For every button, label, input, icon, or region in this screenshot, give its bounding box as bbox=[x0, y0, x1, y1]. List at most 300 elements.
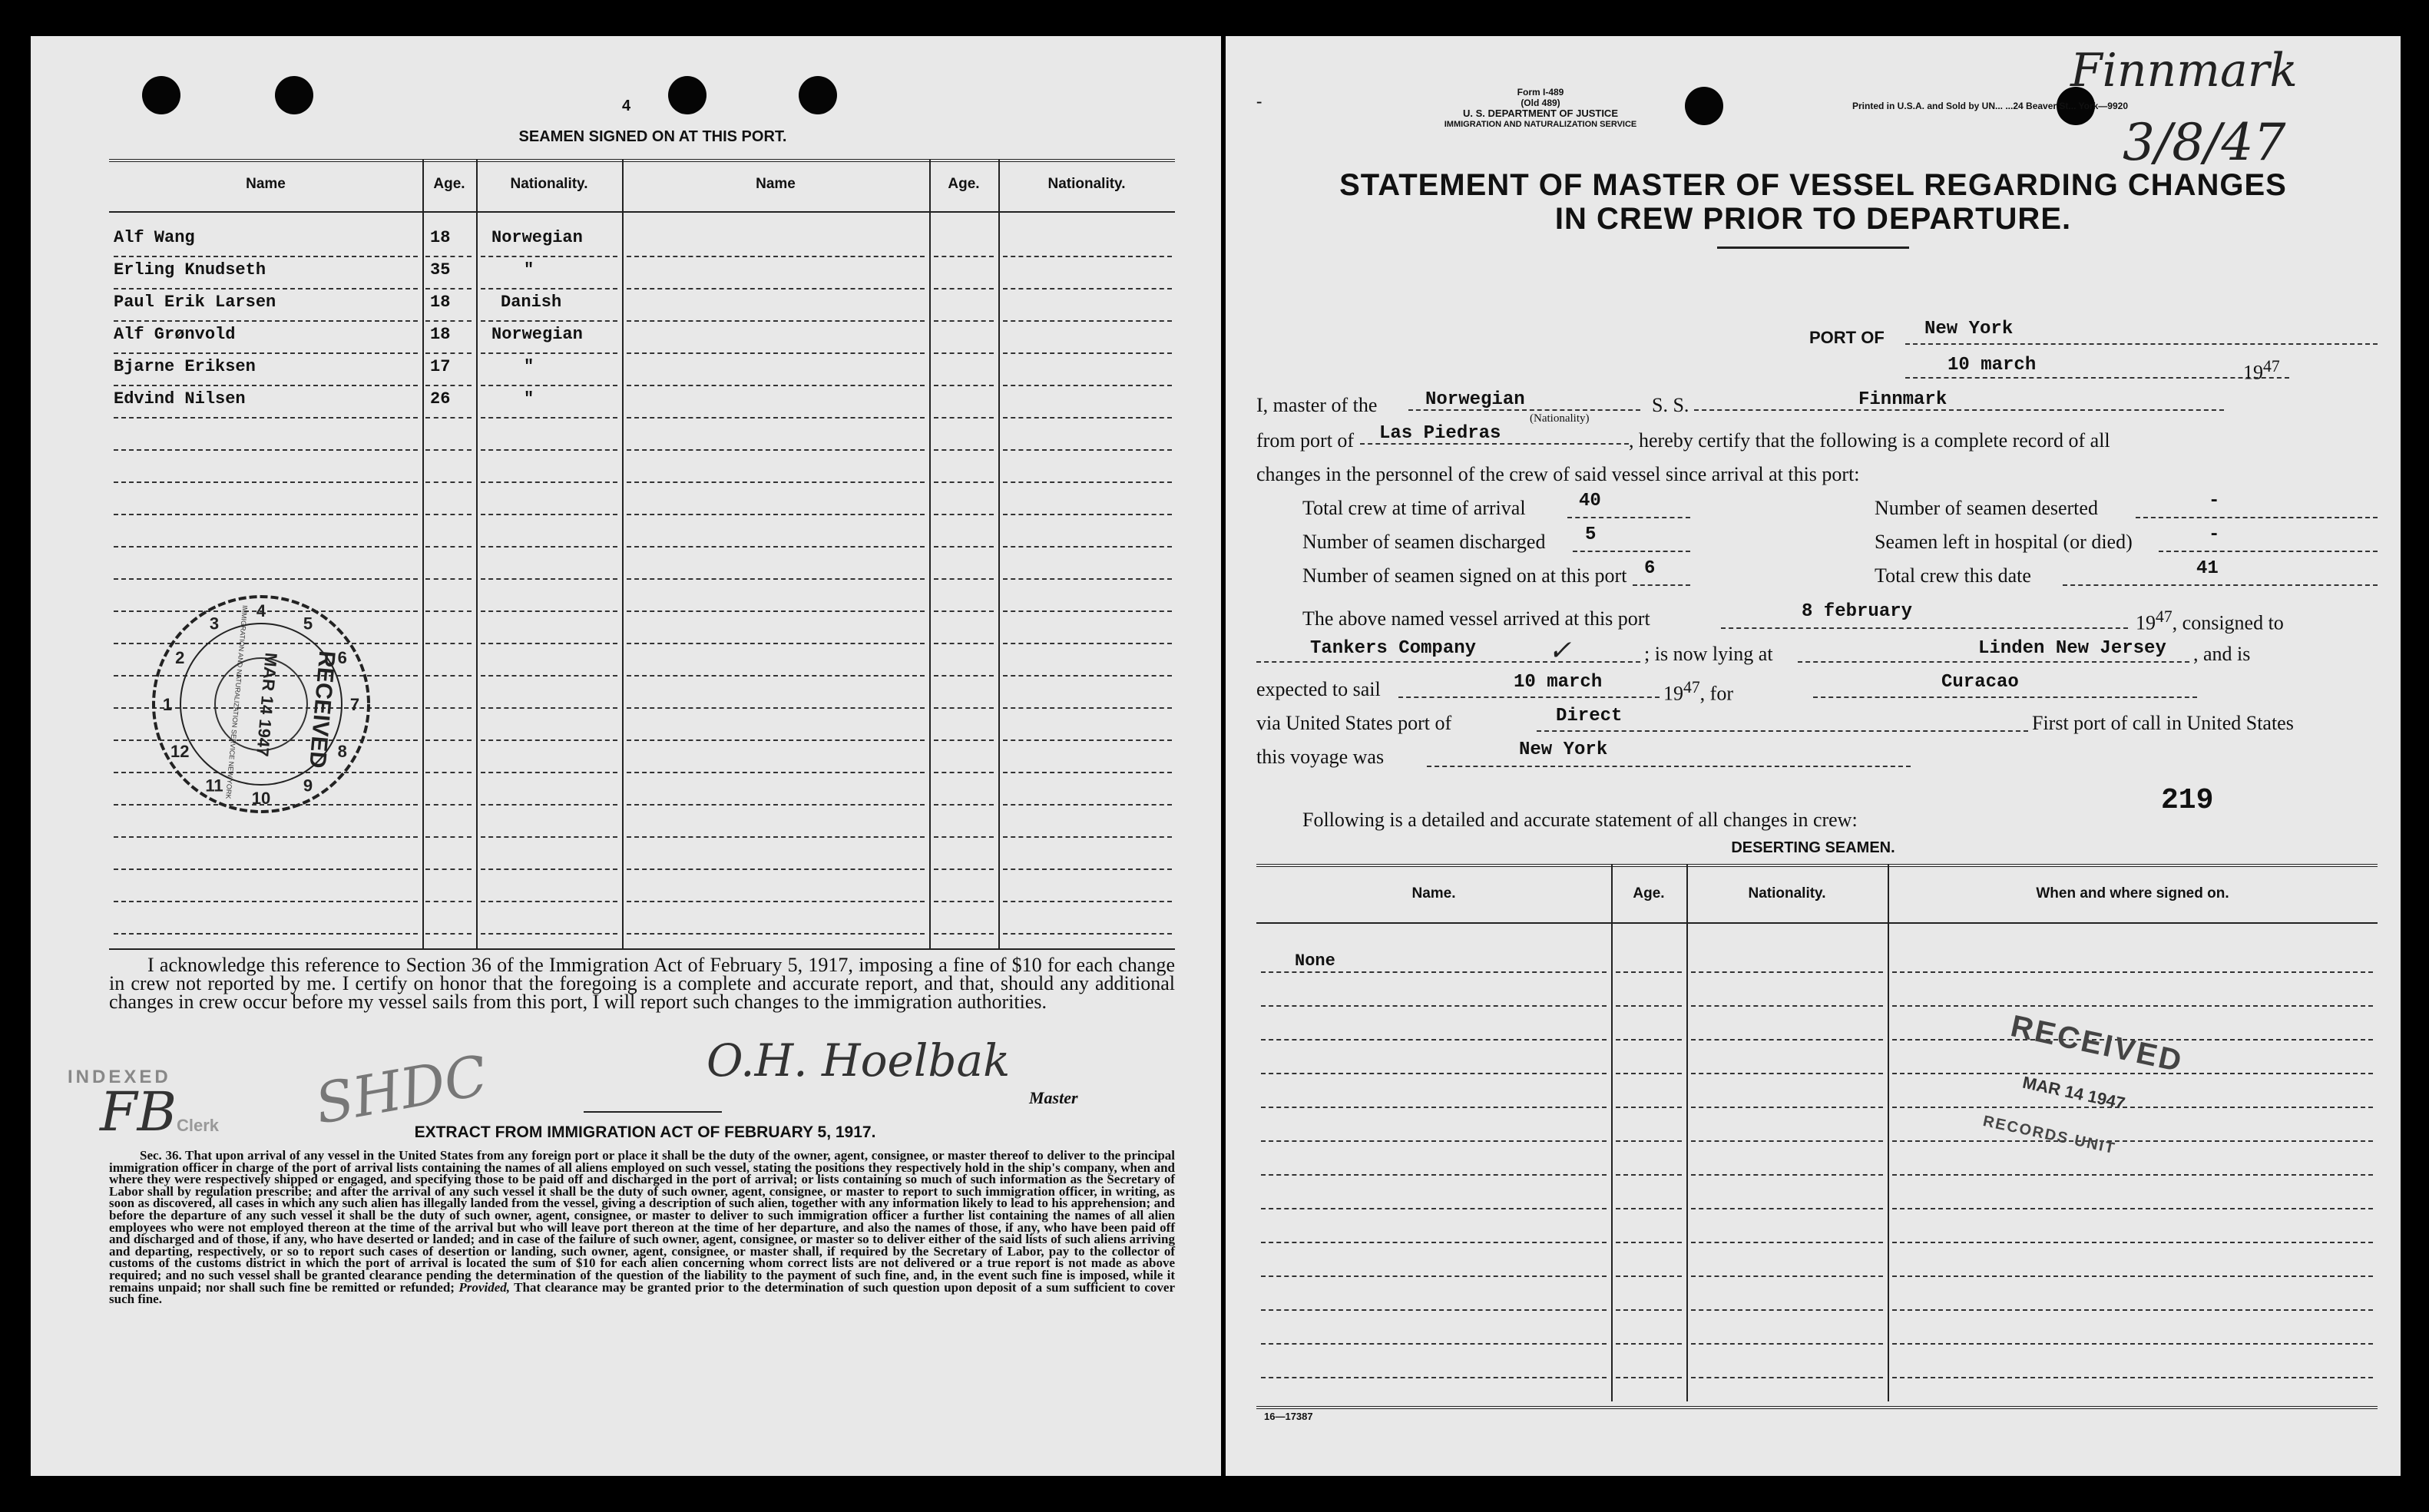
ruling-line bbox=[1261, 1005, 1607, 1007]
ruling-line bbox=[1691, 1309, 1883, 1311]
ruling-line bbox=[934, 352, 994, 354]
ruling-line bbox=[627, 546, 925, 548]
ruling-line bbox=[425, 514, 472, 515]
ruling-line bbox=[934, 804, 994, 806]
crew-age: 18 bbox=[430, 228, 451, 247]
crew-age: 26 bbox=[430, 389, 451, 409]
ruling-line bbox=[481, 449, 617, 451]
ruling-line bbox=[1892, 1343, 2373, 1345]
crew-nationality: " bbox=[524, 389, 534, 409]
stamp-number: 5 bbox=[303, 614, 313, 634]
ruling-line bbox=[481, 481, 617, 483]
master-signature: O.H. Hoelbak bbox=[707, 1034, 1011, 1087]
ruling-line bbox=[1261, 1174, 1607, 1176]
expected-label: expected to sail bbox=[1256, 678, 1381, 700]
ruling-line bbox=[934, 256, 994, 257]
ruling-line bbox=[627, 868, 925, 870]
ruling-line bbox=[934, 578, 994, 580]
ruling-line bbox=[1892, 1377, 2373, 1378]
ruling-line bbox=[425, 610, 472, 612]
ruling-line bbox=[1003, 514, 1172, 515]
voyage-value: New York bbox=[1519, 739, 1608, 760]
ship-name: Finnmark bbox=[1858, 389, 1948, 410]
right-page bbox=[1226, 36, 2401, 1476]
service: IMMIGRATION AND NATURALIZATION SERVICE bbox=[1444, 120, 1637, 129]
ruling-line bbox=[1892, 1005, 2373, 1007]
ruling-line bbox=[1691, 971, 1883, 973]
stamp-number: 12 bbox=[170, 742, 190, 761]
ruling-line bbox=[1616, 1039, 1682, 1041]
col-header-age: Age. bbox=[433, 176, 465, 192]
crew-name: Alf Wang bbox=[114, 228, 195, 247]
ruling-line bbox=[1691, 1039, 1883, 1041]
ruling-line bbox=[1616, 1073, 1682, 1074]
ruling-line bbox=[1003, 675, 1172, 677]
ruling-line bbox=[1691, 1377, 1883, 1378]
form-number: 16—17387 bbox=[1264, 1411, 1313, 1422]
ruling-line bbox=[481, 546, 617, 548]
ruling-line bbox=[627, 675, 925, 677]
ruling-line bbox=[425, 933, 472, 935]
ruling-line bbox=[1003, 417, 1172, 419]
indexed-stamp: INDEXED bbox=[68, 1067, 171, 1087]
ruling-line bbox=[1616, 1140, 1682, 1142]
ruling-line bbox=[425, 385, 472, 386]
ruling-line bbox=[1691, 1208, 1883, 1209]
ruling-line bbox=[481, 804, 617, 806]
ruling-line bbox=[1261, 1208, 1607, 1209]
ruling-line bbox=[481, 933, 617, 935]
ruling-line bbox=[934, 868, 994, 870]
col-header-when-where: When and where signed on. bbox=[2036, 885, 2229, 902]
ruling-line bbox=[1261, 1140, 1607, 1142]
ruling-line bbox=[1003, 256, 1172, 257]
stamp-number: 3 bbox=[209, 614, 220, 634]
lying-value: Linden New Jersey bbox=[1978, 638, 2166, 659]
ruling-line bbox=[934, 739, 994, 741]
ruling-line bbox=[1261, 1039, 1607, 1041]
ruling-line bbox=[1892, 971, 2373, 973]
ruling-line bbox=[1003, 610, 1172, 612]
form-old: (Old 489) bbox=[1521, 98, 1560, 108]
ruling-line bbox=[627, 836, 925, 838]
crew-nationality: Danish bbox=[501, 293, 562, 312]
ruling-line bbox=[627, 352, 925, 354]
ruling-line bbox=[1003, 578, 1172, 580]
ruling-line bbox=[114, 385, 418, 386]
ruling-line bbox=[1616, 1309, 1682, 1311]
ruling-line bbox=[114, 578, 418, 580]
crew-age: 18 bbox=[430, 325, 451, 344]
handwritten-initials-fb: FB bbox=[100, 1080, 177, 1143]
ruling-line bbox=[1003, 933, 1172, 935]
col-header-name-2: Name bbox=[756, 176, 796, 192]
ruling-line bbox=[1261, 1275, 1607, 1277]
nationality-value: Norwegian bbox=[1425, 389, 1525, 410]
ruling-line bbox=[1003, 481, 1172, 483]
ruling-line bbox=[627, 772, 925, 773]
ruling-line bbox=[481, 739, 617, 741]
ruling-line bbox=[934, 707, 994, 709]
col-header-nationality-2: Nationality. bbox=[1047, 176, 1126, 192]
ruling-line bbox=[1261, 1343, 1607, 1345]
section-title: SEAMEN SIGNED ON AT THIS PORT. bbox=[518, 128, 787, 145]
ruling-line bbox=[425, 546, 472, 548]
stat-signed-on-label: Number of seamen signed on at this port bbox=[1302, 564, 1627, 587]
ruling-line bbox=[1616, 1343, 1682, 1345]
ruling-line bbox=[425, 352, 472, 354]
stat-deserted-label: Number of seamen deserted bbox=[1875, 497, 2098, 519]
ruling-line bbox=[481, 901, 617, 902]
port-label: PORT OF bbox=[1809, 328, 1885, 347]
clerk-stamp: Clerk bbox=[177, 1116, 220, 1135]
ruling-line bbox=[1003, 707, 1172, 709]
ruling-line bbox=[481, 578, 617, 580]
ruling-line bbox=[1003, 739, 1172, 741]
stat-signed-on-value: 6 bbox=[1644, 558, 1656, 579]
stamp-number: 10 bbox=[251, 789, 271, 808]
ruling-line bbox=[1261, 1377, 1607, 1378]
stat-total-now-label: Total crew this date bbox=[1875, 564, 2031, 587]
extract-title: EXTRACT FROM IMMIGRATION ACT OF FEBRUARY 5, 1917. bbox=[414, 1123, 876, 1141]
ruling-line bbox=[627, 901, 925, 902]
ruling-line bbox=[481, 707, 617, 709]
printer-line: Printed in U.S.A. and Sold by UN... ...24 Beaver St... York—9920 bbox=[1852, 101, 2128, 111]
deserting-row-none: None bbox=[1295, 951, 1335, 971]
port-value: New York bbox=[1924, 319, 2014, 339]
title-line-1: STATEMENT OF MASTER OF VESSEL REGARDING CHANGES bbox=[1339, 168, 2287, 202]
voyage-label: this voyage was bbox=[1256, 746, 1385, 768]
received-stamp-date: MAR 14 1947 bbox=[2020, 1072, 2127, 1113]
ruling-line bbox=[114, 320, 418, 322]
ruling-line bbox=[425, 643, 472, 644]
ruling-line bbox=[114, 933, 418, 935]
ruling-line bbox=[1261, 1242, 1607, 1243]
stat-total-arrival-value: 40 bbox=[1579, 491, 1601, 511]
ruling-line bbox=[1616, 1275, 1682, 1277]
ruling-line bbox=[481, 385, 617, 386]
ruling-line bbox=[114, 288, 418, 289]
ruling-line bbox=[627, 320, 925, 322]
master-label: Master bbox=[1029, 1088, 1078, 1107]
ruling-line bbox=[1003, 804, 1172, 806]
ruling-line bbox=[1003, 772, 1172, 773]
ruling-line bbox=[627, 578, 925, 580]
annotation-vessel: Finnmark bbox=[2070, 44, 2298, 98]
ruling-line bbox=[425, 417, 472, 419]
stamp-number: 11 bbox=[205, 776, 223, 796]
ruling-line bbox=[934, 385, 994, 386]
ruling-line bbox=[425, 675, 472, 677]
stat-total-now-value: 41 bbox=[2196, 558, 2219, 579]
stamp-number: 9 bbox=[303, 776, 313, 796]
ruling-line bbox=[1616, 1005, 1682, 1007]
ruling-line bbox=[1691, 1174, 1883, 1176]
ruling-line bbox=[425, 739, 472, 741]
stamp-number: 4 bbox=[256, 601, 266, 620]
ruling-line bbox=[425, 449, 472, 451]
col-header-name: Name. bbox=[1411, 885, 1456, 902]
ruling-line bbox=[1616, 971, 1682, 973]
ruling-line bbox=[1691, 1343, 1883, 1345]
punch-hole bbox=[799, 76, 837, 114]
stat-total-arrival-label: Total crew at time of arrival bbox=[1302, 497, 1526, 519]
ruling-line bbox=[1616, 1208, 1682, 1209]
section-label: Sec. 36. bbox=[140, 1148, 182, 1163]
punch-hole bbox=[275, 76, 313, 114]
ruling-line bbox=[627, 288, 925, 289]
page-number: 4 bbox=[622, 98, 631, 114]
punch-hole bbox=[668, 76, 707, 114]
ruling-line bbox=[1003, 320, 1172, 322]
ruling-line bbox=[934, 481, 994, 483]
ruling-line bbox=[481, 417, 617, 419]
acknowledgement-text: I acknowledge this reference to Section 36 of the Immigration Act of February 5, 1917, imposing a fine of $10 for each change in crew not reported by me. I certify on honor that the foregoing is a complete and accurate report, and that, should any additional changes in crew occur before my vessel sails from this port, I will report such changes to the immigration authorities. bbox=[109, 954, 1175, 1013]
col-header-nationality: Nationality. bbox=[510, 176, 588, 192]
ruling-line bbox=[627, 481, 925, 483]
for-value: Curacao bbox=[1941, 672, 2019, 693]
ruling-line bbox=[114, 901, 418, 902]
following-text: Following is a detailed and accurate statement of all changes in crew: bbox=[1302, 809, 1858, 831]
ruling-line bbox=[1003, 449, 1172, 451]
stat-discharged-label: Number of seamen discharged bbox=[1302, 531, 1546, 553]
ruling-line bbox=[1261, 1309, 1607, 1311]
ruling-line bbox=[425, 804, 472, 806]
ruling-line bbox=[1261, 971, 1607, 973]
ruling-line bbox=[1616, 1242, 1682, 1243]
from-port-value: Las Piedras bbox=[1379, 423, 1501, 444]
ruling-line bbox=[934, 417, 994, 419]
ruling-line bbox=[934, 675, 994, 677]
ruling-line bbox=[114, 481, 418, 483]
ruling-line bbox=[934, 320, 994, 322]
arrived-value: 8 february bbox=[1802, 601, 1913, 622]
stamp-number: 6 bbox=[337, 648, 347, 667]
ruling-line bbox=[1892, 1275, 2373, 1277]
ruling-line bbox=[1003, 288, 1172, 289]
ruling-line bbox=[114, 514, 418, 515]
ruling-line bbox=[934, 546, 994, 548]
ruling-line bbox=[1261, 1107, 1607, 1108]
stamp-word: RECEIVED bbox=[304, 650, 340, 769]
ruling-line bbox=[481, 675, 617, 677]
round-received-stamp bbox=[146, 589, 376, 819]
serial-number: 219 bbox=[2161, 784, 2214, 817]
ruling-line bbox=[481, 320, 617, 322]
ruling-line bbox=[425, 707, 472, 709]
ruling-line bbox=[114, 417, 418, 419]
ruling-line bbox=[934, 643, 994, 644]
stamp-office: IMMIGRATION AND NATURALIZATION SERVICE NEW YORK bbox=[224, 604, 250, 799]
ruling-line bbox=[1691, 1242, 1883, 1243]
ruling-line bbox=[1003, 643, 1172, 644]
ruling-line bbox=[627, 643, 925, 644]
ruling-line bbox=[934, 933, 994, 935]
arrived-year: $19^{47}$, consigned to bbox=[2136, 607, 2284, 634]
ruling-line bbox=[934, 901, 994, 902]
ruling-line bbox=[425, 836, 472, 838]
crew-name: Erling Knudseth bbox=[114, 260, 266, 280]
ruling-line bbox=[1003, 546, 1172, 548]
stat-hospital-value: - bbox=[2209, 524, 2220, 545]
ruling-line bbox=[481, 256, 617, 257]
lying-label: ; is now lying at bbox=[1644, 643, 1773, 665]
certify-text: , hereby certify that the following is a complete record of all bbox=[1629, 429, 2110, 452]
ruling-line bbox=[1616, 1107, 1682, 1108]
ruling-line bbox=[627, 385, 925, 386]
and-is-label: , and is bbox=[2193, 643, 2251, 665]
ruling-line bbox=[114, 352, 418, 354]
ruling-line bbox=[627, 933, 925, 935]
ruling-line bbox=[1691, 1005, 1883, 1007]
ruling-line bbox=[425, 772, 472, 773]
ruling-line bbox=[114, 256, 418, 257]
expected-year: $19^{47}$, for bbox=[1663, 678, 1733, 705]
date-year: $19^{47}$ bbox=[2243, 357, 2280, 384]
ruling-line bbox=[1003, 352, 1172, 354]
from-port-label: from port of bbox=[1256, 429, 1355, 452]
col-header-age: Age. bbox=[1633, 885, 1665, 902]
form-id: Form I-489 bbox=[1517, 87, 1564, 98]
ruling-line bbox=[114, 868, 418, 870]
section-proviso: Provided, bbox=[458, 1279, 510, 1295]
received-stamp-unit: RECORDS UNIT bbox=[1981, 1113, 2118, 1158]
ruling-line bbox=[934, 836, 994, 838]
stat-discharged-value: 5 bbox=[1585, 524, 1597, 545]
ruling-line bbox=[1003, 901, 1172, 902]
ruling-line bbox=[425, 868, 472, 870]
consignee-value: Tankers Company bbox=[1310, 638, 1477, 659]
ruling-line bbox=[481, 643, 617, 644]
ruling-line bbox=[481, 514, 617, 515]
via-value: Direct bbox=[1556, 706, 1623, 726]
department: U. S. DEPARTMENT OF JUSTICE bbox=[1463, 108, 1618, 119]
ruling-line bbox=[425, 578, 472, 580]
section-tail: That clearance may be granted prior to the determination of such question upon deposit of a sum sufficient to cover such fine. bbox=[109, 1279, 1175, 1307]
signed-on-table bbox=[109, 159, 1175, 950]
ruling-line bbox=[481, 868, 617, 870]
stamp-number: 1 bbox=[162, 695, 173, 714]
via-label: via United States port of bbox=[1256, 712, 1452, 734]
ruling-line bbox=[1261, 1073, 1607, 1074]
received-stamp-word: RECEIVED bbox=[2007, 1009, 2187, 1079]
checkmark: ✓ bbox=[1548, 635, 1572, 667]
crew-age: 17 bbox=[430, 357, 451, 376]
ruling-line bbox=[934, 514, 994, 515]
ruling-line bbox=[425, 288, 472, 289]
ruling-line bbox=[627, 707, 925, 709]
crew-age: 35 bbox=[430, 260, 451, 280]
ruling-line bbox=[627, 256, 925, 257]
date-value: 10 march bbox=[1948, 355, 2037, 376]
crew-name: Bjarne Eriksen bbox=[114, 357, 256, 376]
ruling-line bbox=[481, 352, 617, 354]
first-port-label: First port of call in United States bbox=[2032, 712, 2294, 734]
form-title bbox=[1256, 168, 2370, 236]
ruling-line bbox=[114, 836, 418, 838]
stamp-number: 8 bbox=[337, 742, 347, 761]
ruling-line bbox=[1691, 1107, 1883, 1108]
punch-hole bbox=[142, 76, 180, 114]
crew-name: Alf Grønvold bbox=[114, 325, 236, 344]
col-header-age-2: Age. bbox=[948, 176, 980, 192]
ruling-line bbox=[481, 610, 617, 612]
annotation-date: 3/8/47 bbox=[2123, 113, 2286, 172]
crew-nationality: " bbox=[524, 357, 534, 376]
stamp-number: 7 bbox=[349, 695, 360, 714]
ruling-line bbox=[627, 449, 925, 451]
ruling-line bbox=[1003, 385, 1172, 386]
section-36-text bbox=[109, 1150, 1175, 1305]
stamp-number: 2 bbox=[175, 648, 185, 667]
table-ruling bbox=[109, 223, 1175, 945]
ruling-line bbox=[1892, 1309, 2373, 1311]
ruling-line bbox=[627, 417, 925, 419]
section-body: That upon arrival of any vessel in the United States from any foreign port or place it shall be the duty of the owner, agent, consignee, or master thereof to deliver to the principal immigration officer in charge of the port of arrival lists containing the names of all aliens employed on such vessel, stating the positions they respectively hold in the ship's company, when and where they were respectively shipped or engaged, and specifying those to be paid off and discharged in the port of arrival; or lists containing so much of such information as the Secretary of Labor shall by regulation prescribe; and after the arrival of any such vessel it shall be the duty of such owner, agent, consignee, or master to report to such immigration officer, in writing, as soon as discovered, all cases in which any such alien has illegally landed from the vessel, giving a description of such alien, together with any information likely to lead to his apprehension; and before the departure of any such vessel it shall be the duty of such owner, agent, consignee, or master to deliver to such immigration officer a further list containing the names of all alien employees who were not employed thereon at the time of the arrival but who will leave port thereon at the time of her departure, and also the names of those, if any, who have been paid off and discharged and of those, if any, who have deserted or landed; and in case of the failure of such owner, agent, consignee, or master so to deliver either of the said lists of such aliens arriving and departing, respectively, or so to report such cases of desertion or landing, such owner, agent, consignee, or master shall, if required by the Secretary of Labor, pay to the collector of customs of the customs district in which the port of arrival is located the sum of $10 for each alien concerning whom correct lists are not delivered or a true report is not made as above required; and no such vessel shall be granted clearance pending the determination of the question of the liability to the payment of such fine, and, in the event such fine is imposed, while it remains unpaid; nor shall such fine be remitted or refunded; bbox=[109, 1148, 1175, 1295]
crew-nationality: " bbox=[524, 260, 534, 280]
crew-nationality: Norwegian bbox=[491, 325, 583, 344]
ruling-line bbox=[1003, 836, 1172, 838]
ruling-line bbox=[425, 256, 472, 257]
ruling-line bbox=[1003, 868, 1172, 870]
stat-hospital-label: Seamen left in hospital (or died) bbox=[1875, 531, 2133, 553]
handwritten-initials: SHDC bbox=[310, 1043, 492, 1136]
ruling-line bbox=[934, 610, 994, 612]
certify-text-2: changes in the personnel of the crew of said vessel since arrival at this port: bbox=[1256, 463, 1860, 485]
deserting-title: DESERTING SEAMEN. bbox=[1731, 839, 1895, 856]
ruling-line bbox=[114, 546, 418, 548]
col-header-nationality: Nationality. bbox=[1748, 885, 1826, 902]
corner-mark: - bbox=[1256, 91, 1262, 111]
ruling-line bbox=[934, 772, 994, 773]
expected-value: 10 march bbox=[1514, 672, 1603, 693]
ss-label: S. S. bbox=[1652, 394, 1689, 416]
master-of-label: I, master of the bbox=[1256, 394, 1378, 416]
ruling-line bbox=[1691, 1073, 1883, 1074]
col-header-name: Name bbox=[246, 176, 286, 192]
ruling-line bbox=[425, 481, 472, 483]
ruling-line bbox=[481, 836, 617, 838]
ruling-line bbox=[481, 288, 617, 289]
ruling-line bbox=[1892, 1242, 2373, 1243]
punch-hole bbox=[1685, 87, 1723, 125]
crew-age: 18 bbox=[430, 293, 451, 312]
form-header bbox=[1410, 87, 1671, 130]
arrived-label: The above named vessel arrived at this port bbox=[1302, 607, 1650, 630]
title-line-2: IN CREW PRIOR TO DEPARTURE. bbox=[1554, 202, 2072, 236]
ruling-line bbox=[114, 449, 418, 451]
ruling-line bbox=[627, 514, 925, 515]
ruling-line bbox=[627, 804, 925, 806]
left-page bbox=[31, 36, 1221, 1476]
crew-name: Edvind Nilsen bbox=[114, 389, 246, 409]
ruling-line bbox=[934, 288, 994, 289]
ruling-line bbox=[627, 739, 925, 741]
ruling-line bbox=[425, 901, 472, 902]
stamp-date: MAR 14 1947 bbox=[253, 651, 281, 758]
crew-nationality: Norwegian bbox=[491, 228, 583, 247]
stat-deserted-value: - bbox=[2209, 491, 2220, 511]
ruling-line bbox=[1616, 1377, 1682, 1378]
ruling-line bbox=[425, 320, 472, 322]
ruling-line bbox=[1691, 1140, 1883, 1142]
crew-name: Paul Erik Larsen bbox=[114, 293, 276, 312]
ruling-line bbox=[481, 772, 617, 773]
ruling-line bbox=[627, 610, 925, 612]
ruling-line bbox=[1616, 1174, 1682, 1176]
ruling-line bbox=[934, 449, 994, 451]
nationality-caption: (Nationality) bbox=[1530, 412, 1590, 425]
